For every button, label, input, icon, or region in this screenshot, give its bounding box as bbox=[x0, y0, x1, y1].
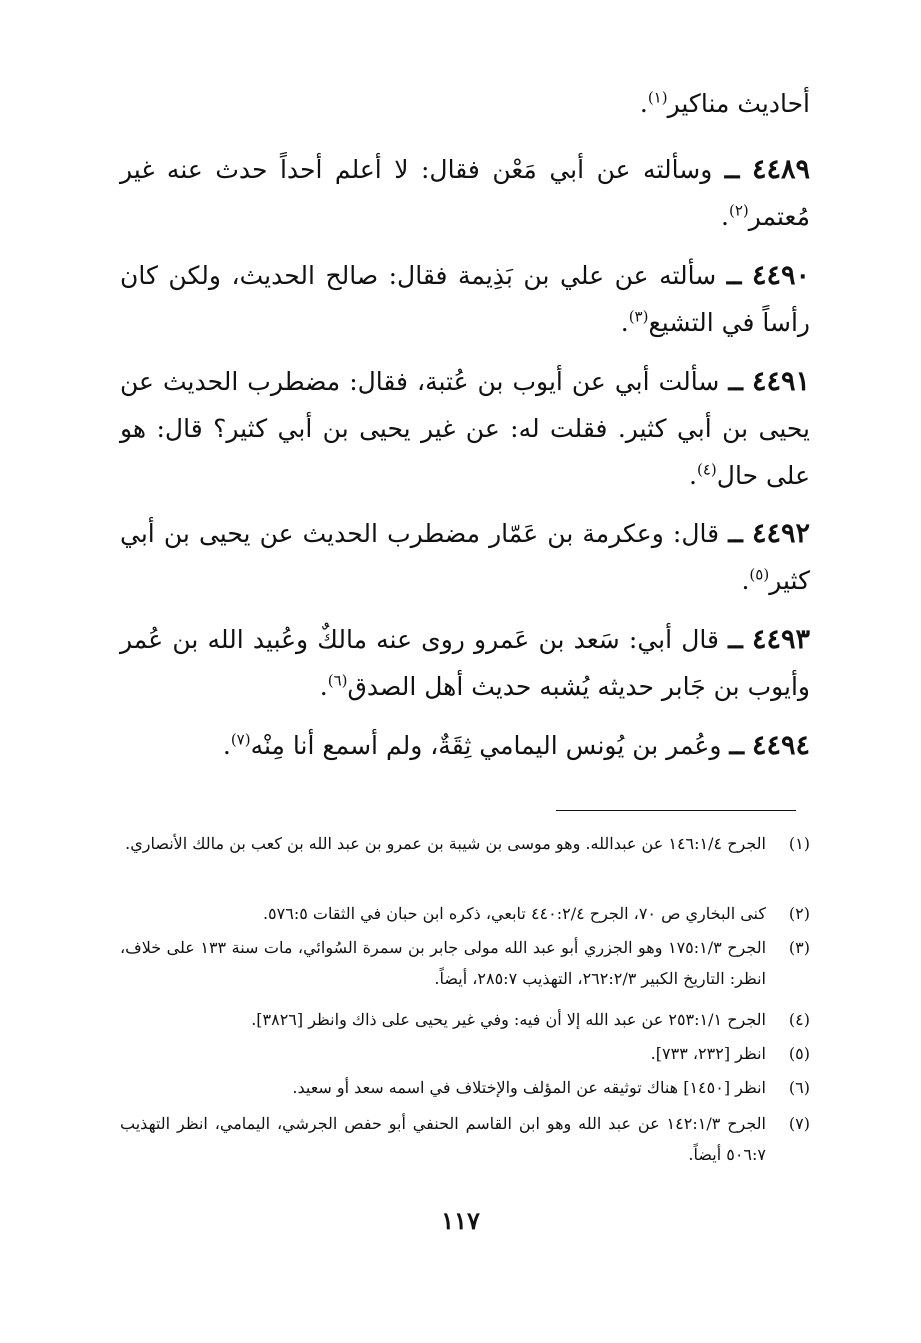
entry-4494 bbox=[120, 722, 810, 769]
entry-number: ٤٤٨٩ bbox=[751, 154, 810, 185]
continuation-line bbox=[120, 80, 810, 127]
period: . bbox=[721, 202, 729, 231]
page-number: ١١٧ bbox=[441, 1206, 480, 1235]
footnote-number: (٥) bbox=[788, 1044, 810, 1063]
footnote-1 bbox=[120, 828, 810, 859]
period: . bbox=[639, 89, 648, 118]
footnote-text: الجرح ١٤٦:١/٤ عن عبدالله. وهو موسى بن شيبة بن عمرو بن عبد الله بن كعب بن مالك الأنصاري. bbox=[125, 834, 766, 853]
entry-dash: ــ bbox=[729, 731, 745, 760]
entry-text: قال: وعكرمة بن عَمّار مضطرب الحديث عن يحيى بن أبي كثير bbox=[120, 519, 810, 595]
footnote-text: الجرح ١٧٥:١/٣ وهو الجزري أبو عبد الله مولى جابر بن سمرة السُوائي، مات سنة ١٣٣ على خلاف، انظر: التاريخ الكبير ٢٦٢:٢/٣، التهذيب ٢٨٥:٧، أيضاً. bbox=[120, 938, 767, 988]
footnote-number: (٢) bbox=[788, 904, 810, 923]
footnote-5 bbox=[120, 1038, 810, 1069]
entry-text: سألت أبي عن أيوب بن عُتبة، فقال: مضطرب الحديث عن يحيى بن أبي كثير. فقلت له: عن غير يحيى بن أبي كثير؟ قال: هو على حال bbox=[120, 367, 810, 490]
footnote-ref: (٧) bbox=[230, 730, 251, 749]
footnote-number: (٤) bbox=[788, 1010, 810, 1029]
entry-text: قال أبي: سَعد بن عَمرو روى عنه مالكٌ وعُبيد الله بن عُمر وأيوب بن جَابر حديثه يُشبه حديث أهل الصدق bbox=[120, 625, 810, 701]
period: . bbox=[319, 672, 328, 701]
period: . bbox=[620, 308, 629, 337]
footnote-4 bbox=[120, 1004, 810, 1035]
period: . bbox=[222, 731, 231, 760]
footnote-text: انظر [١٤٥٠] هناك توثيقه عن المؤلف والإختلاف في اسمه سعد أو سعيد. bbox=[292, 1078, 766, 1097]
footnote-number: (٣) bbox=[788, 938, 810, 957]
footnote-ref: (٥) bbox=[749, 565, 770, 584]
continuation-text: أحاديث مناكير bbox=[667, 89, 810, 118]
footnote-ref: (٢) bbox=[728, 201, 749, 220]
footnote-number: (٦) bbox=[788, 1078, 810, 1097]
entry-text: سألته عن علي بن بَذِيمة فقال: صالح الحديث، ولكن كان رأساً في التشيع bbox=[120, 261, 810, 337]
entry-number: ٤٤٩٣ bbox=[751, 624, 810, 655]
entry-dash: ــ bbox=[728, 367, 743, 396]
footnote-text: الجرح ١٤٢:١/٣ عن عبد الله وهو ابن القاسم الحنفي أبو حفص الجرشي، اليمامي، انظر التهذيب ٥٠٦:٧ أيضاً. bbox=[120, 1114, 766, 1164]
footnote-ref: (٦) bbox=[327, 671, 348, 690]
period: . bbox=[741, 566, 750, 595]
footnote-number: (٧) bbox=[788, 1114, 810, 1133]
entry-4491 bbox=[120, 358, 810, 499]
entry-number: ٤٤٩١ bbox=[751, 366, 810, 397]
footnote-6 bbox=[120, 1072, 810, 1103]
entry-number: ٤٤٩٢ bbox=[751, 518, 810, 549]
footnote-text: كنى البخاري ص ٧٠، الجرح ٤٤٠:٢/٤ تابعي، ذكره ابن حبان في الثقات ٥٧٦:٥. bbox=[262, 904, 766, 923]
footnote-ref: (١) bbox=[647, 88, 668, 107]
entry-4490 bbox=[120, 252, 810, 346]
entry-dash: ــ bbox=[728, 625, 743, 654]
footnote-3 bbox=[120, 932, 810, 994]
footnote-ref: (٣) bbox=[628, 307, 649, 326]
footnote-text: انظر [٢٣٢، ٧٣٣]. bbox=[650, 1044, 766, 1063]
entry-4489 bbox=[120, 146, 810, 240]
period: . bbox=[689, 461, 697, 490]
entry-4492 bbox=[120, 510, 810, 604]
footnote-ref: (٤) bbox=[697, 460, 717, 479]
footnote-2 bbox=[120, 898, 810, 929]
entry-text: وعُمر بن يُونس اليمامي ثِقَةٌ، ولم أسمع أنا مِنْه bbox=[250, 731, 722, 760]
entry-dash: ــ bbox=[724, 155, 740, 184]
entry-number: ٤٤٩٤ bbox=[751, 730, 810, 761]
entry-text: وسألته عن أبي مَعْن فقال: لا أعلم أحداً حدث عنه غير مُعتمر bbox=[120, 155, 810, 231]
footnote-number: (١) bbox=[788, 834, 810, 853]
footnote-7 bbox=[120, 1108, 810, 1170]
entry-dash: ــ bbox=[726, 261, 742, 290]
entry-4493 bbox=[120, 616, 810, 710]
entry-number: ٤٤٩٠ bbox=[751, 260, 810, 291]
footnote-text: الجرح ٢٥٣:١/١ عن عبد الله إلا أن فيه: وفي غير يحيى على ذاك وانظر [٣٨٢٦]. bbox=[251, 1010, 766, 1029]
entry-dash: ــ bbox=[728, 519, 743, 548]
footnote-divider bbox=[556, 810, 796, 811]
